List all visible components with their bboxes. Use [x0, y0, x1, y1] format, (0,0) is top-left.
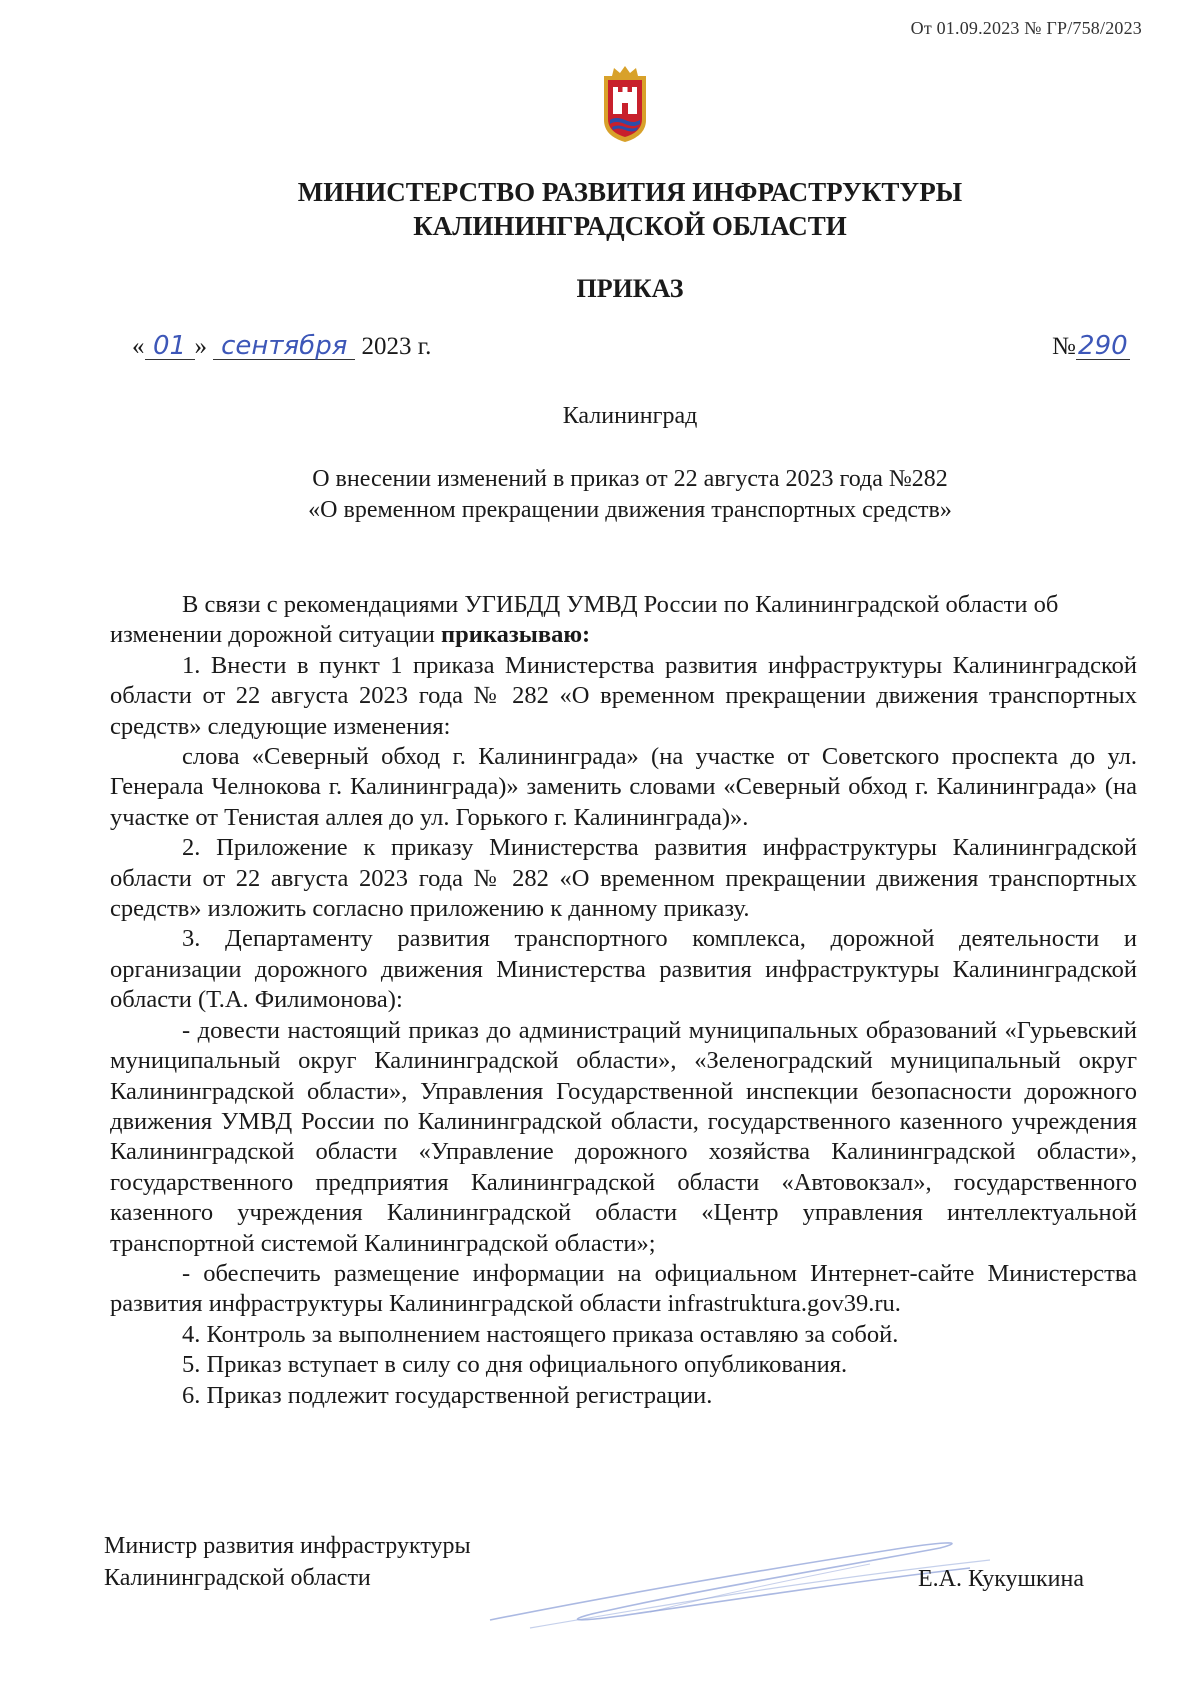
clause-1: 1. Внести в пункт 1 приказа Министерства развития инфраструктуры Калининградской области от 22 августа 2023 года № 282 «О временном прекращении движения транспортных средств» следующие изменения:: [110, 651, 1137, 740]
order-date: [132, 333, 431, 361]
number-sign: №: [1052, 333, 1076, 360]
date-close-quote: »: [194, 333, 207, 360]
clause-3-item-1: - довести настоящий приказ до администраций муниципальных образований «Гурьевский муниципальный округ Калининградской области», «Зеленоградский муниципальный округ Калининградской области», Управления Государственной инспекции безопасности дорожного движения УМВД России по Калининградской области, государственного казенного учреждения Калининградской области «Управление дорожного хозяйства Калининградской области», государственного предприятия Калининградской области «Автовокзал», государственного казенного учреждения Калининградской области «Центр управления интеллектуальной транспортной системой Калининградской области»;: [110, 1016, 1137, 1257]
clause-3: 3. Департаменту развития транспортного комплекса, дорожной деятельности и организации дорожного движения Министерства развития инфраструктуры Калининградской области (Т.А. Филимонова):: [110, 925, 1137, 1014]
date-year: 2023 г.: [361, 333, 432, 360]
intro-directive: приказываю:: [441, 621, 591, 649]
intro-text: В связи с рекомендациями УГИБДД УМВД России по Калининградской области об изменении дорожной ситуации: [110, 591, 1059, 649]
clause-6: 6. Приказ подлежит государственной регистрации.: [182, 1381, 713, 1409]
clause-5: 5. Приказ вступает в силу со дня официального опубликования.: [182, 1351, 848, 1379]
position-line1: Министр развития инфраструктуры: [104, 1533, 471, 1559]
clause-1-change: слова «Северный обход г. Калининграда» (на участке от Советского проспекта до ул. Генерала Челнокова г. Калининграда)» заменить словами «Северный обход г. Калининграда» (на участке от Тенистая аллея до ул. Горького г. Калининграда)».: [110, 743, 1137, 831]
ministry-name-line1: МИНИСТЕРСТВО РАЗВИТИЯ ИНФРАСТРУКТУРЫ: [297, 177, 963, 207]
date-open-quote: «: [132, 333, 145, 360]
subject-line2: «О временном прекращении движения транспортных средств»: [308, 497, 952, 523]
coat-of-arms-icon: [594, 62, 656, 144]
document-type: ПРИКАЗ: [576, 274, 684, 303]
ministry-name-line2: КАЛИНИНГРАДСКОЙ ОБЛАСТИ: [413, 211, 847, 241]
subject-line1: О внесении изменений в приказ от 22 августа 2023 года №282: [312, 466, 948, 492]
position-line2: Калининградской области: [104, 1565, 371, 1591]
registration-stamp: От 01.09.2023 № ГР/758/2023: [910, 18, 1142, 38]
city: Калининград: [562, 403, 698, 429]
clause-3-item-2: - обеспечить размещение информации на официальном Интернет-сайте Министерства развития инфраструктуры Калининградской области infrastruktura.gov39.ru.: [110, 1259, 1137, 1318]
order-subject: [0, 464, 1200, 526]
signatory-position: [104, 1530, 471, 1594]
intro-paragraph: [110, 590, 1137, 651]
date-day: 01: [145, 333, 195, 360]
clause-2: 2. Приложение к приказу Министерства развития инфраструктуры Калининградской области от 22 августа 2023 года № 282 «О временном прекращении движения транспортных средств» изложить согласно приложению к данному приказу.: [110, 834, 1137, 923]
signatory-name: Е.А. Кукушкина: [918, 1566, 1084, 1592]
date-month: сентября: [213, 333, 355, 360]
number-value: 290: [1076, 333, 1130, 360]
clause-4: 4. Контроль за выполнением настоящего приказа оставляю за собой.: [182, 1320, 899, 1348]
order-body: [110, 590, 1137, 1411]
order-number: [1052, 333, 1130, 361]
ministry-name: [0, 175, 1200, 243]
